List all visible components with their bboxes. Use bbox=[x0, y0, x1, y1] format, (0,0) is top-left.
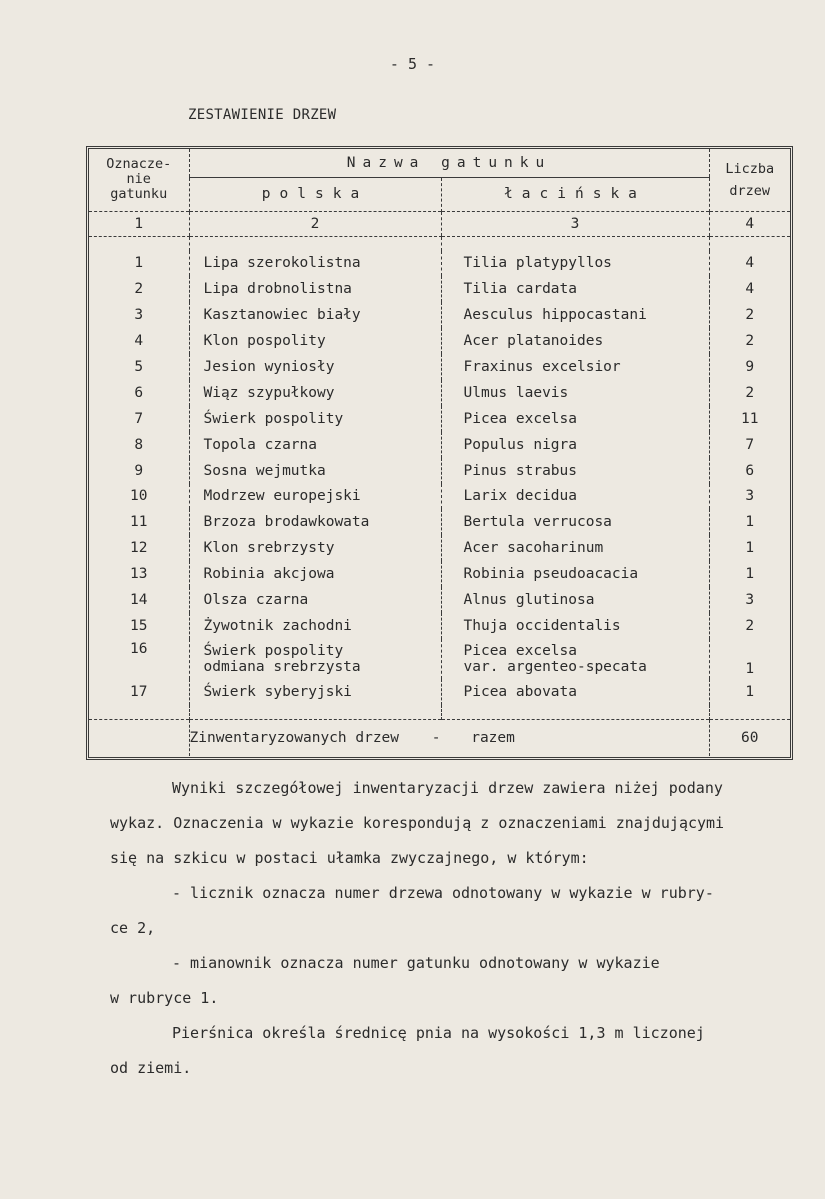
column-number-row bbox=[89, 211, 790, 236]
table-row: 10 Modrzew europejski Larix decidua 3 bbox=[89, 484, 790, 510]
table-row: 2 Lipa drobnolistna Tilia cardata 4 bbox=[89, 276, 790, 302]
table-row: 15 Żywotnik zachodni Thuja occidentalis 2 bbox=[89, 613, 790, 639]
column-number: 1 bbox=[89, 211, 189, 236]
column-number: 3 bbox=[441, 211, 709, 236]
header-latin: łacińska bbox=[441, 177, 709, 211]
table-row: 4 Klon pospolity Acer platanoides 2 bbox=[89, 328, 790, 354]
total-row bbox=[89, 719, 790, 756]
table-row: 14 Olsza czarna Alnus glutinosa 3 bbox=[89, 587, 790, 613]
table-row: 8 Topola czarna Populus nigra 7 bbox=[89, 432, 790, 458]
table-row: 9 Sosna wejmutka Pinus strabus 6 bbox=[89, 458, 790, 484]
table-row: 12 Klon srebrzysty Acer sacoharinum 1 bbox=[89, 535, 790, 561]
tree-table-grid bbox=[89, 149, 790, 756]
table-row: 11 Brzoza brodawkowata Bertula verrucosa 1 bbox=[89, 509, 790, 535]
table-row: 1 Lipa szerokolistna Tilia platypyllos 4 bbox=[89, 251, 790, 277]
total-value: 60 bbox=[709, 719, 790, 756]
total-label: Zinwentaryzowanych drzew - razem bbox=[189, 719, 709, 756]
page-title: ZESTAWIENIE DRZEW bbox=[188, 107, 337, 123]
paragraph-2: - licznik oznacza numer drzewa odnotowany w wykazie w rubry- ce 2, bbox=[110, 884, 714, 937]
header-designation: Oznacze- nie gatunku bbox=[106, 156, 172, 203]
table-row: 3 Kasztanowiec biały Aesculus hippocastani 2 bbox=[89, 302, 790, 328]
table-row: 13 Robinia akcjowa Robinia pseudoacacia 1 bbox=[89, 561, 790, 587]
paragraph-3: - mianownik oznacza numer gatunku odnotowany w wykazie w rubryce 1. bbox=[110, 954, 660, 1007]
page-number: - 5 - bbox=[389, 55, 436, 73]
column-number: 4 bbox=[709, 211, 790, 236]
paragraph-4: Pierśnica określa średnicę pnia na wysokości 1,3 m liczonej od ziemi. bbox=[110, 1024, 705, 1077]
column-number: 2 bbox=[189, 211, 441, 236]
paragraph-1: Wyniki szczegółowej inwentaryzacji drzew zawiera niżej podany wykaz. Oznaczenia w wykazie korespondują z oznaczeniami znajdującymi się na szkicu w postaci ułamka zwyczajnego, w którym: bbox=[110, 779, 725, 867]
table-row: 6 Wiąz szypułkowy Ulmus laevis 2 bbox=[89, 380, 790, 406]
header-species-name: Nazwa gatunku bbox=[189, 149, 709, 177]
table-row: 17 Świerk syberyjski Picea abovata 1 bbox=[89, 679, 790, 705]
table-row: 5 Jesion wyniosły Fraxinus excelsior 9 bbox=[89, 354, 790, 380]
header-polish: polska bbox=[189, 177, 441, 211]
tree-table bbox=[86, 146, 793, 760]
table-row: 16 Świerk pospolity odmiana srebrzysta Picea excelsa var. argenteo-specata 1 bbox=[89, 639, 790, 679]
table-row: 7 Świerk pospolity Picea excelsa 11 bbox=[89, 406, 790, 432]
header-count: Liczba drzew bbox=[709, 149, 790, 211]
